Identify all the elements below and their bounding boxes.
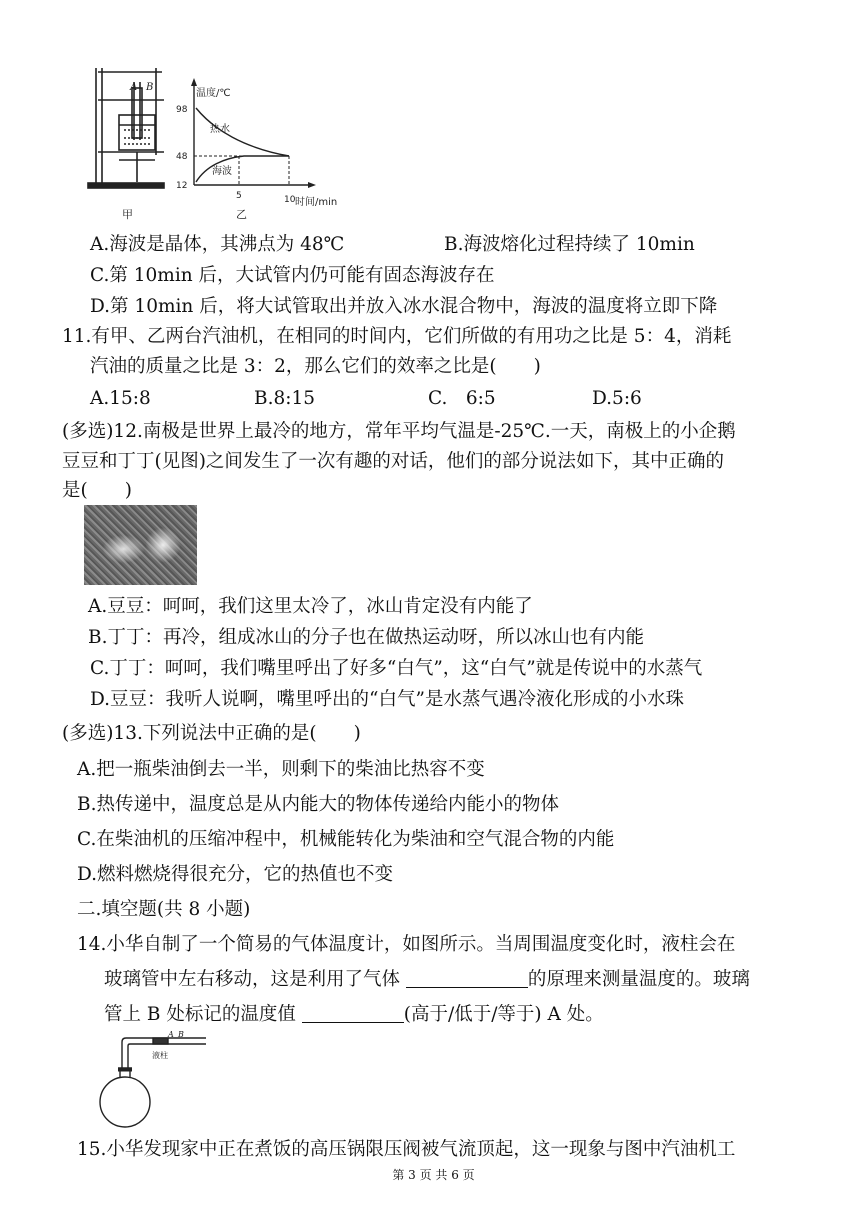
curve-label-hypo: 海波: [212, 166, 232, 177]
q14-line3-after-blank: (高于/低于/等于) A 处。: [403, 1004, 604, 1025]
penguin-photo: [84, 505, 197, 585]
q14-blank-2[interactable]: [302, 1002, 404, 1023]
q12-stem-line3: 是( ): [62, 480, 132, 501]
q13-stem: (多选)13.下列说法中正确的是( ): [62, 723, 361, 744]
section-title-fill-in: 二.填空题(共 8 小题): [77, 899, 251, 920]
label-yi: 乙: [236, 208, 247, 221]
x-axis-label: 时间/min: [295, 197, 338, 208]
q10-figure: [84, 60, 354, 225]
q15-stem-line1: 15.小华发现家中正在煮饭的高压锅限压阀被气流顶起，这一现象与图中汽油机工: [77, 1139, 736, 1160]
q14-line2-after-blank: 的原理来测量温度的。玻璃: [527, 969, 750, 990]
tube-label-a: A: [168, 1030, 174, 1039]
q13-option-d: D.燃料燃烧得很充分，它的热值也不变: [77, 864, 394, 885]
q12-option-d: D.豆豆：我听人说啊，嘴里呼出的“白气”是水蒸气遇冷液化形成的小水珠: [90, 689, 684, 710]
q11-stem-line1: 11.有甲、乙两台汽油机，在相同的时间内，它们所做的有用功之比是 5：4，消耗: [62, 326, 732, 347]
label-jia: 甲: [122, 208, 133, 221]
temperature-graph: [176, 78, 337, 221]
q12-option-c: C.丁丁：呵呵，我们嘴里呼出了好多“白气”，这“白气”就是传说中的水蒸气: [90, 658, 703, 679]
apparatus-label-a: A: [130, 82, 138, 93]
q14-line3-before-blank: 管上 B 处标记的温度值: [104, 1004, 302, 1025]
y-axis-label: 温度/℃: [196, 88, 231, 99]
q14-stem-line3: [104, 1002, 604, 1028]
apparatus-label-b: B: [146, 82, 154, 93]
q13-option-c: C.在柴油机的压缩冲程中，机械能转化为柴油和空气混合物的内能: [77, 829, 615, 850]
q13-option-b: B.热传递中，温度总是从内能大的物体传递给内能小的物体: [77, 794, 559, 815]
y-tick-98: 98: [176, 105, 188, 115]
page-footer: 第 3 页 共 6 页: [392, 1168, 475, 1182]
x-tick-10: 10: [284, 195, 296, 205]
q14-stem-line2: [104, 967, 750, 993]
q11-option-d: D.5:6: [592, 388, 642, 409]
q11-option-c: C. 6:5: [428, 388, 496, 409]
q10-option-c: C.第 10min 后，大试管内仍可能有固态海波存在: [90, 265, 495, 286]
q12-option-a: A.豆豆：呵呵，我们这里太冷了，冰山肯定没有内能了: [88, 596, 533, 617]
q14-line2-before-blank: 玻璃管中左右移动，这是利用了气体: [104, 969, 406, 990]
q11-option-b: B.8:15: [254, 388, 316, 409]
q13-option-a: A.把一瓶柴油倒去一半，则剩下的柴油比热容不变: [77, 759, 485, 780]
curve-label-hot-water: 热水: [210, 124, 230, 135]
q10-option-d: D.第 10min 后，将大试管取出并放入冰水混合物中，海波的温度将立即下降: [90, 296, 718, 317]
q12-stem-line1: (多选)12.南极是世界上最冷的地方，常年平均气温是-25℃.一天，南极上的小企鹅: [62, 421, 736, 442]
q14-blank-1[interactable]: [406, 967, 528, 988]
q12-option-b: B.丁丁：再冷，组成冰山的分子也在做热运动呀，所以冰山也有内能: [88, 627, 644, 648]
gas-thermometer-figure: [98, 1030, 213, 1130]
tube-label-b: B: [178, 1030, 184, 1039]
liquid-column-label: 液柱: [152, 1051, 168, 1060]
q11-option-a: A.15:8: [90, 388, 151, 409]
q10-option-b: B.海波熔化过程持续了 10min: [444, 234, 695, 255]
q12-stem-line2: 豆豆和丁丁(见图)之间发生了一次有趣的对话，他们的部分说法如下，其中正确的: [62, 451, 724, 472]
q11-stem-line2: 汽油的质量之比是 3：2，那么它们的效率之比是( ): [90, 356, 541, 377]
q10-option-a: A.海波是晶体，其沸点为 48℃: [90, 234, 345, 255]
x-tick-5: 5: [236, 191, 242, 201]
y-tick-48: 48: [176, 152, 188, 162]
q14-stem-line1: 14.小华自制了一个简易的气体温度计，如图所示。当周围温度变化时，液柱会在: [77, 934, 736, 955]
y-tick-12: 12: [176, 181, 188, 191]
